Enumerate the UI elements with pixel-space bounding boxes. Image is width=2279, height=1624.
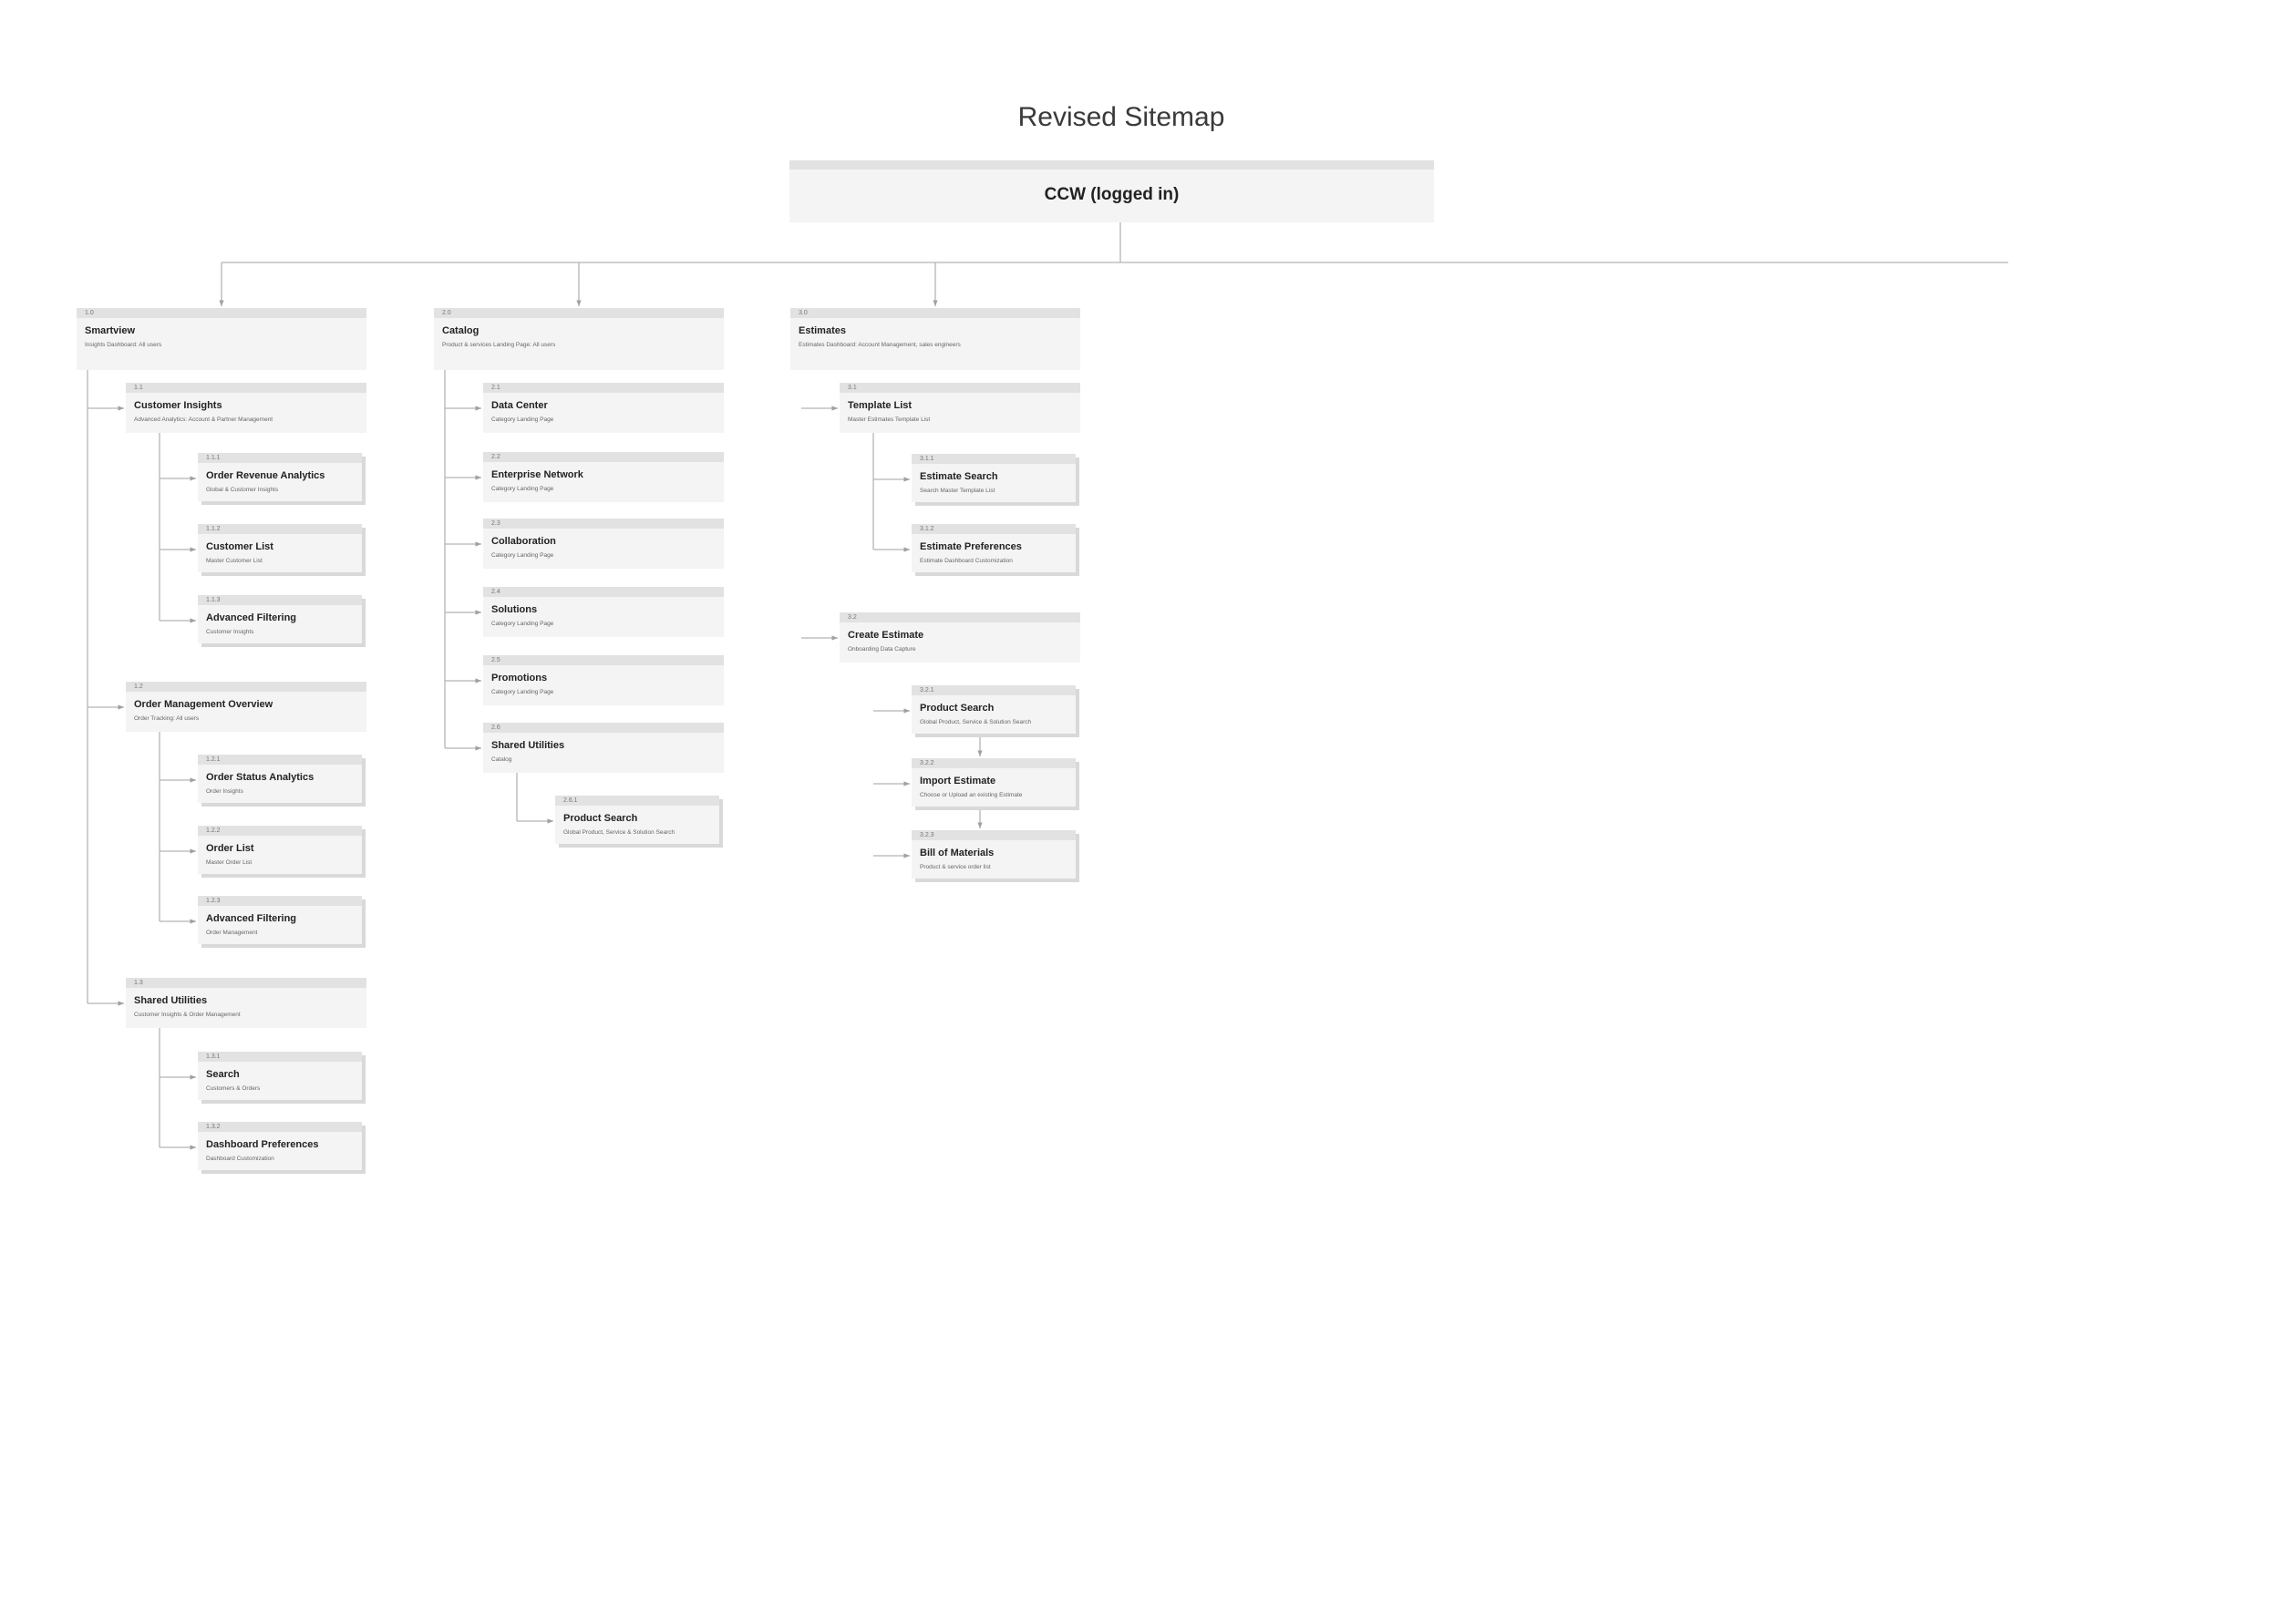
node-number: 1.3.2 [206,1124,221,1130]
node-number: 3.2.3 [920,832,934,838]
node-header [198,896,362,906]
sitemap-node-1-2-3[interactable] [198,896,362,944]
node-subtitle: Search Master Template List [920,488,995,494]
node-header [912,454,1076,464]
node-subtitle: Onboarding Data Capture [848,646,916,653]
node-number: 1.3.1 [206,1054,221,1060]
node-subtitle: Master Customer List [206,558,263,564]
node-number: 2.3 [491,520,500,527]
node-subtitle: Product & services Landing Page: All users [442,342,556,348]
node-title: Dashboard Preferences [206,1139,319,1150]
sitemap-node-1-2[interactable] [126,682,366,732]
sitemap-node-2-5[interactable] [483,655,724,705]
sitemap-node-2-0[interactable] [434,308,724,370]
node-number: 2.4 [491,589,500,595]
sitemap-node-2-3[interactable] [483,519,724,569]
node-number: 3.2 [848,614,857,621]
sitemap-node-2-1[interactable] [483,383,724,433]
node-subtitle: Category Landing Page [491,552,554,559]
node-title: Shared Utilities [491,740,565,751]
node-number: 3.0 [799,310,808,316]
sitemap-node-2-2[interactable] [483,452,724,502]
node-header [555,796,719,806]
node-number: 1.2.2 [206,827,221,834]
sitemap-node-1-1-1[interactable] [198,453,362,501]
node-number: 3.1.1 [920,456,934,462]
page-title: Revised Sitemap [1017,102,1225,132]
node-title: Catalog [442,325,480,336]
sitemap-node-3-2-2[interactable] [912,758,1076,807]
sitemap-node-1-3[interactable] [126,978,366,1028]
node-header [126,978,366,988]
node-subtitle: Dashboard Customization [206,1156,274,1162]
node-header [483,587,724,597]
node-subtitle: Order Insights [206,788,243,795]
node-subtitle: Catalog [491,756,512,763]
node-subtitle: Advanced Analytics: Account & Partner Management [134,416,273,423]
sitemap-node-3-0[interactable] [790,308,1080,370]
node-title: Customer Insights [134,400,222,411]
node-number: 2.5 [491,657,500,663]
node-subtitle: Customer Insights [206,629,254,635]
sitemap-node-2-6[interactable] [483,723,724,773]
node-title: Product Search [563,813,638,824]
node-header [198,1122,362,1132]
node-subtitle: Global & Customer Insights [206,487,279,493]
node-title: Order List [206,843,254,854]
node-title: Product Search [920,703,995,714]
node-title: Solutions [491,604,538,615]
node-title: Order Revenue Analytics [206,470,325,481]
sitemap-node-1-1[interactable] [126,383,366,433]
node-number: 3.1.2 [920,526,934,532]
node-subtitle: Category Landing Page [491,416,554,423]
node-subtitle: Estimate Dashboard Customization [920,558,1013,564]
node-number: 1.1 [134,385,143,391]
node-number: 2.0 [442,310,451,316]
node-number: 2.1 [491,385,500,391]
node-header [198,1052,362,1062]
sitemap-node-3-1-1[interactable] [912,454,1076,502]
node-header [840,612,1080,622]
node-title: Advanced Filtering [206,612,297,623]
node-number: 2.6.1 [563,797,578,804]
node-number: 3.2.2 [920,760,934,766]
node-header [483,723,724,733]
node-header [198,524,362,534]
node-header [483,383,724,393]
node-title: Shared Utilities [134,995,208,1006]
node-subtitle: Category Landing Page [491,621,554,627]
node-header [912,830,1076,840]
node-subtitle: Choose or Upload an existing Estimate [920,792,1023,798]
node-header [434,308,724,318]
node-header [198,453,362,463]
node-header [790,308,1080,318]
node-subtitle: Master Estimates Template List [848,416,931,423]
node-title: Collaboration [491,536,556,547]
node-title: Template List [848,400,913,411]
sitemap-node-3-2[interactable] [840,612,1080,663]
node-header [198,826,362,836]
node-number: 3.2.1 [920,687,934,694]
sitemap-node-2-4[interactable] [483,587,724,637]
node-subtitle: Global Product, Service & Solution Search [563,829,675,836]
node-title: Advanced Filtering [206,913,297,924]
sitemap-node-1-3-1[interactable] [198,1052,362,1100]
node-subtitle: Global Product, Service & Solution Search [920,719,1032,725]
node-title: Estimate Preferences [920,541,1022,552]
sitemap-node-3-2-3[interactable] [912,830,1076,879]
node-subtitle: Category Landing Page [491,486,554,492]
sitemap-node-1-1-2[interactable] [198,524,362,572]
sitemap-node-1-3-2[interactable] [198,1122,362,1170]
node-header [126,383,366,393]
node-subtitle: Order Management [206,930,258,936]
node-number: 1.2.1 [206,756,221,763]
sitemap-node-1-2-2[interactable] [198,826,362,874]
node-number: 3.1 [848,385,857,391]
node-header [912,685,1076,695]
node-number: 2.2 [491,454,500,460]
node-title: Order Management Overview [134,699,273,710]
node-title: Import Estimate [920,776,996,786]
node-subtitle: Product & service order list [920,864,991,870]
node-title: Create Estimate [848,630,924,641]
node-number: 1.1.3 [206,597,221,603]
node-header [198,595,362,605]
node-header [840,383,1080,393]
node-header [126,682,366,692]
node-title: Customer List [206,541,273,552]
root-node-label: CCW (logged in) [1044,185,1180,204]
node-title: Promotions [491,673,548,684]
sitemap-node-3-2-1[interactable] [912,685,1076,734]
node-subtitle: Order Tracking: All users [134,715,200,722]
node-title: Bill of Materials [920,848,995,858]
node-subtitle: Estimates Dashboard: Account Management, sales engineers [799,342,961,348]
node-number: 2.6 [491,725,500,731]
node-subtitle: Master Order List [206,859,253,866]
node-header [912,758,1076,768]
node-number: 1.1.1 [206,455,221,461]
node-header [77,308,366,318]
node-number: 1.2 [134,684,143,690]
node-header [483,452,724,462]
node-header [912,524,1076,534]
node-title: Search [206,1069,240,1080]
node-title: Data Center [491,400,548,411]
node-number: 1.0 [85,310,94,316]
sitemap-node-1-0[interactable] [77,308,366,370]
node-header [483,519,724,529]
node-title: Estimate Search [920,471,998,482]
node-title: Estimates [799,325,846,336]
node-subtitle: Customer Insights & Order Management [134,1012,241,1018]
sitemap-node-2-6-1[interactable] [555,796,719,844]
node-header [483,655,724,665]
node-number: 1.1.2 [206,526,221,532]
sitemap-node-3-1-2[interactable] [912,524,1076,572]
node-subtitle: Insights Dashboard: All users [85,342,162,348]
node-title: Smartview [85,325,136,336]
sitemap-node-1-2-1[interactable] [198,755,362,803]
node-subtitle: Category Landing Page [491,689,554,695]
sitemap-node-1-1-3[interactable] [198,595,362,643]
node-number: 1.2.3 [206,898,221,904]
node-header [198,755,362,765]
node-title: Enterprise Network [491,469,583,480]
sitemap-node-3-1[interactable] [840,383,1080,433]
node-subtitle: Customers & Orders [206,1085,261,1092]
node-title: Order Status Analytics [206,772,315,783]
node-number: 1.3 [134,980,143,986]
